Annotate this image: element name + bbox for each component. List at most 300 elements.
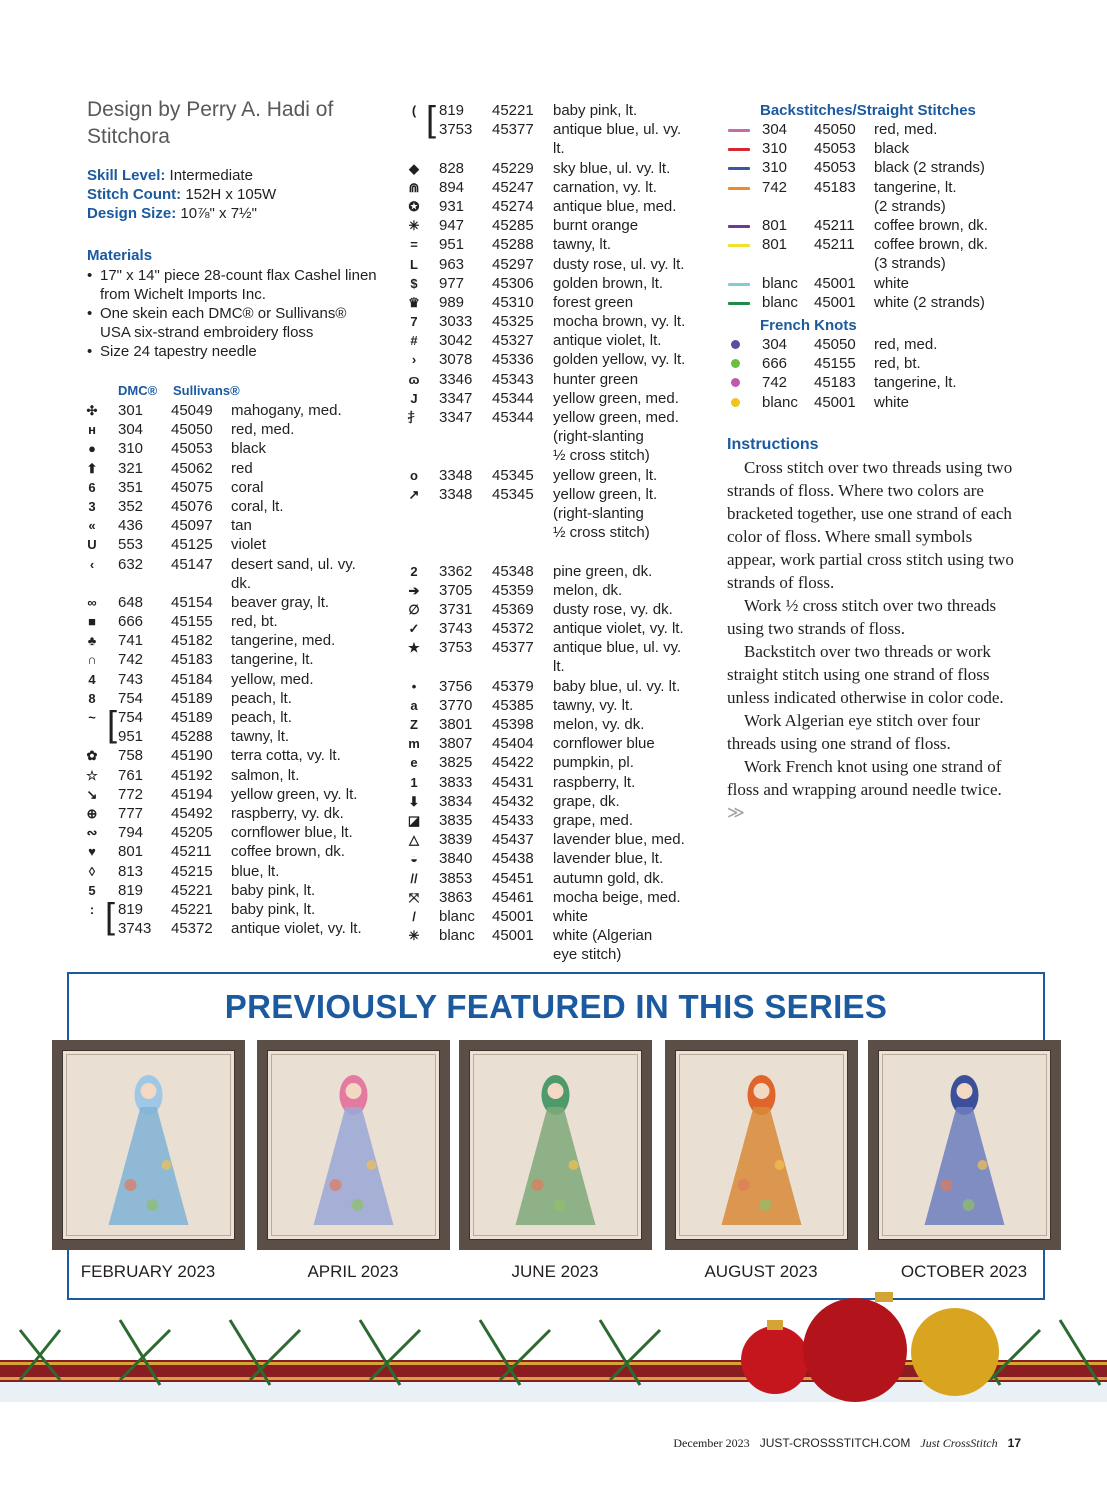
sullivans-number: 45372 xyxy=(492,620,534,638)
backstitch-swatch xyxy=(728,283,750,286)
sullivans-number: 45050 xyxy=(814,121,856,138)
color-name: red, bt. xyxy=(231,613,278,631)
key-row xyxy=(85,804,385,823)
stitch-symbol-icon: › xyxy=(411,352,417,368)
sullivans-number: 45431 xyxy=(492,773,534,791)
sullivans-number: 45345 xyxy=(492,485,534,503)
key-row xyxy=(407,715,717,734)
key-row xyxy=(85,900,385,919)
dmc-number: blanc xyxy=(439,927,475,945)
key-row xyxy=(728,373,1048,392)
color-name: golden yellow, vy. lt. xyxy=(553,351,686,369)
stitch-symbol-icon: ( xyxy=(411,103,417,118)
sullivans-number: 45205 xyxy=(171,824,213,842)
key-row xyxy=(407,619,717,638)
stitch-symbol-icon: ✪ xyxy=(408,198,420,214)
sullivans-number: 45053 xyxy=(814,159,856,177)
stitch-symbol-icon: ♣ xyxy=(87,633,97,649)
color-name: peach, lt. xyxy=(231,689,292,707)
dmc-number: 304 xyxy=(762,336,788,353)
sullivans-number: 45076 xyxy=(171,497,213,515)
key-row xyxy=(728,393,1048,412)
lady-figure-icon xyxy=(883,1055,1046,1235)
sullivans-number: 45288 xyxy=(171,728,213,746)
key-row xyxy=(728,216,1048,235)
dmc-number: 3825 xyxy=(439,754,473,772)
stitch-symbol-icon: e xyxy=(410,755,418,771)
color-name: coral, lt. xyxy=(231,497,284,515)
color-name: white xyxy=(553,907,589,925)
key-row xyxy=(407,811,717,830)
color-name: red xyxy=(231,459,253,477)
sullivans-number: 45097 xyxy=(171,517,213,535)
dmc-number: 742 xyxy=(762,178,788,196)
sullivans-number: 45348 xyxy=(492,562,534,580)
color-name: tangerine, lt. xyxy=(874,178,957,196)
key-row xyxy=(407,926,717,945)
sullivans-number: 45001 xyxy=(814,274,856,292)
key-row xyxy=(728,335,1048,354)
stitch-symbol-icon: △ xyxy=(409,832,419,848)
key-row xyxy=(85,670,385,689)
sullivans-number: 45422 xyxy=(492,754,534,772)
stitch-symbol-icon: ★ xyxy=(408,640,420,656)
sullivans-header: Sullivans® xyxy=(173,383,240,398)
color-name: mocha brown, vy. lt. xyxy=(553,313,686,331)
dmc-number: 3042 xyxy=(439,332,473,350)
key-row xyxy=(85,650,385,669)
stitch-symbol-icon: ◆ xyxy=(409,160,419,176)
color-name: forest green xyxy=(553,293,634,311)
key-row xyxy=(85,631,385,650)
stitch-symbol-icon: J xyxy=(410,390,418,406)
lady-figure-icon xyxy=(474,1055,637,1235)
dmc-number: 819 xyxy=(118,881,144,899)
color-name: pumpkin, pl. xyxy=(553,754,634,772)
website: JUST-CROSSSTITCH.COM xyxy=(759,1436,911,1450)
backstitch-swatch xyxy=(728,129,750,132)
stitch-symbol-icon: ➔ xyxy=(408,582,420,598)
key-row xyxy=(85,459,385,478)
key-row xyxy=(407,350,717,369)
key-row xyxy=(407,120,717,139)
color-name: grape, med. xyxy=(553,811,634,829)
dmc-number: 3348 xyxy=(439,466,473,484)
color-name: red, med. xyxy=(874,121,938,138)
key-row xyxy=(407,792,717,811)
stitch-symbol-icon: ⺘ xyxy=(407,410,421,425)
color-name: baby pink, lt. xyxy=(231,900,316,918)
color-name: burnt orange xyxy=(553,217,639,235)
color-name: cornflower blue xyxy=(553,735,655,753)
color-name: coffee brown, dk. xyxy=(874,216,988,234)
sullivans-number: 45306 xyxy=(492,274,534,292)
key-row xyxy=(407,600,717,619)
color-name: (right-slanting xyxy=(553,504,644,522)
color-name: tawny, lt. xyxy=(231,728,290,746)
color-name: dk. xyxy=(231,574,252,592)
sullivans-number: 45001 xyxy=(814,293,856,311)
stitch-symbol-icon: // xyxy=(410,870,418,886)
key-row xyxy=(728,293,1048,312)
sullivans-number: 45377 xyxy=(492,121,534,139)
sullivans-number: 45310 xyxy=(492,293,534,311)
dmc-number: 666 xyxy=(762,355,788,373)
key-row xyxy=(728,354,1048,373)
sullivans-number: 45001 xyxy=(492,907,534,925)
color-name: antique blue, ul. vy. xyxy=(553,121,682,139)
color-name: salmon, lt. xyxy=(231,766,300,784)
stitch-symbol-icon: a xyxy=(410,697,418,713)
sullivans-number: 45398 xyxy=(492,716,534,733)
french-knots-key xyxy=(728,335,1048,412)
dmc-number: 3770 xyxy=(439,696,473,714)
sullivans-number: 45190 xyxy=(171,747,213,765)
dmc-number: 351 xyxy=(118,478,144,496)
stitch-symbol-icon: ✣ xyxy=(86,403,98,418)
dmc-number: 977 xyxy=(439,274,465,292)
sullivans-number: 45344 xyxy=(492,409,534,426)
stitch-symbol-icon: 7 xyxy=(410,314,418,330)
stitch-symbol-icon: ɷ xyxy=(408,371,420,387)
design-size: Design Size: 10⅞" x 7½" xyxy=(87,205,257,222)
key-row xyxy=(407,446,717,465)
featured-artwork xyxy=(66,1054,231,1236)
key-row xyxy=(407,542,717,561)
sullivans-number: 45297 xyxy=(492,255,534,273)
sullivans-number: 45345 xyxy=(492,466,534,484)
dmc-number: 741 xyxy=(118,632,144,650)
sullivans-number: 45221 xyxy=(171,881,213,899)
color-name: baby pink, lt. xyxy=(231,881,316,899)
key-row xyxy=(407,408,717,427)
sullivans-number: 45183 xyxy=(814,178,856,196)
sullivans-number: 45433 xyxy=(492,811,534,829)
stitch-symbol-icon: ↘ xyxy=(86,786,98,802)
dmc-number: 743 xyxy=(118,670,144,688)
color-name: pine green, dk. xyxy=(553,562,653,580)
sullivans-number: 45053 xyxy=(814,140,856,158)
stitch-symbol-icon: 2 xyxy=(410,563,418,579)
key-row xyxy=(85,919,385,938)
sullivans-number: 45192 xyxy=(171,766,213,784)
key-row xyxy=(728,120,1048,139)
stitch-symbol-icon: ∩ xyxy=(87,652,97,668)
color-name: antique violet, vy. lt. xyxy=(231,920,362,938)
key-row xyxy=(407,255,717,274)
backstitch-swatch xyxy=(728,167,750,170)
stitch-symbol-icon: ⤧ xyxy=(408,889,420,905)
key-row xyxy=(728,197,1048,216)
dmc-number: 3756 xyxy=(439,677,473,695)
stitch-symbol-icon: ✳ xyxy=(408,928,420,944)
featured-caption: JUNE 2023 xyxy=(511,1262,599,1281)
stitch-symbol-icon: « xyxy=(88,518,96,534)
stitch-symbol-icon: ∅ xyxy=(408,601,420,617)
stitch-symbol-icon: ◒ xyxy=(410,851,418,867)
sullivans-number: 45211 xyxy=(814,236,855,254)
sullivans-number: 45211 xyxy=(814,216,855,234)
color-name: yellow, med. xyxy=(231,670,314,688)
stitch-symbol-icon: ■ xyxy=(88,614,96,630)
key-row xyxy=(407,657,717,676)
magazine-name: Just CrossStitch xyxy=(920,1436,998,1450)
key-column-headers xyxy=(118,383,240,398)
dmc-number: 304 xyxy=(118,421,144,439)
stitch-count: Stitch Count: 152H x 105W xyxy=(87,186,277,203)
ornament-cap xyxy=(767,1320,783,1330)
color-name: autumn gold, dk. xyxy=(553,869,664,887)
skill-level: Skill Level: Intermediate xyxy=(87,167,253,184)
dmc-number: 3863 xyxy=(439,888,473,906)
sullivans-number: 45211 xyxy=(171,843,212,861)
color-name: baby pink, lt. xyxy=(553,102,638,119)
stitch-symbol-icon: ◊ xyxy=(88,863,96,879)
dmc-number: 3753 xyxy=(439,639,473,657)
sullivans-number: 45404 xyxy=(492,735,534,753)
sullivans-number: 45437 xyxy=(492,831,534,849)
dmc-number: 3346 xyxy=(439,370,473,388)
featured-artwork xyxy=(473,1054,638,1236)
gold-ornament xyxy=(911,1308,999,1396)
sullivans-number: 45288 xyxy=(492,236,534,254)
featured-caption: OCTOBER 2023 xyxy=(900,1262,1028,1281)
key-row xyxy=(85,401,385,420)
stitch-symbol-icon: U xyxy=(87,537,97,553)
key-row xyxy=(407,753,717,772)
stitch-symbol-icon: 5 xyxy=(88,882,96,898)
bracket-icon: [ xyxy=(105,895,116,936)
french-knot-swatch xyxy=(731,398,740,407)
sullivans-number: 45182 xyxy=(171,632,213,650)
key-row xyxy=(85,612,385,631)
key-row xyxy=(85,785,385,804)
key-row xyxy=(728,235,1048,254)
color-name: red, med. xyxy=(231,421,295,439)
key-row xyxy=(407,638,717,657)
stitch-symbol-icon: # xyxy=(410,333,418,349)
key-row xyxy=(407,562,717,581)
key-row xyxy=(407,696,717,715)
ornament-cap xyxy=(875,1292,893,1302)
materials-section xyxy=(87,247,377,361)
stitch-symbol-icon: н xyxy=(88,422,96,438)
sullivans-number: 45379 xyxy=(492,677,534,695)
key-row xyxy=(407,523,717,542)
stitch-symbol-icon: 8 xyxy=(88,690,96,706)
dmc-number: blanc xyxy=(439,907,475,925)
key-row xyxy=(85,708,385,727)
sullivans-number: 45432 xyxy=(492,792,534,810)
featured-frame xyxy=(868,1040,1061,1250)
color-name: red, med. xyxy=(874,336,938,353)
color-name: white xyxy=(874,393,910,411)
key-row xyxy=(728,139,1048,158)
sullivans-number: 45155 xyxy=(171,613,213,631)
stitch-symbol-icon: ∞ xyxy=(87,594,97,610)
key-row xyxy=(728,158,1048,177)
sullivans-number: 45184 xyxy=(171,670,213,688)
key-row xyxy=(407,466,717,485)
stitch-symbol-icon: • xyxy=(411,678,417,694)
key-row xyxy=(85,439,385,458)
color-name: antique blue, med. xyxy=(553,197,677,215)
dmc-number: 321 xyxy=(118,459,144,477)
sullivans-number: 45372 xyxy=(171,920,213,938)
key-row xyxy=(407,139,717,158)
key-row xyxy=(407,485,717,504)
dmc-number: 758 xyxy=(118,747,144,765)
key-row xyxy=(407,331,717,350)
key-row xyxy=(407,159,717,178)
key-row xyxy=(85,574,385,593)
dmc-number: 3348 xyxy=(439,485,473,503)
key-row xyxy=(407,734,717,753)
key-row xyxy=(85,727,385,746)
stitch-symbol-icon: : xyxy=(89,901,95,917)
sullivans-number: 45492 xyxy=(171,804,213,822)
stitch-symbol-icon: / xyxy=(412,908,416,924)
sullivans-number: 45359 xyxy=(492,581,534,599)
sullivans-number: 45247 xyxy=(492,178,534,196)
stitch-symbol-icon: 3 xyxy=(88,498,96,514)
color-name: mahogany, med. xyxy=(231,402,342,419)
color-name: white (Algerian xyxy=(553,927,653,945)
key-row xyxy=(407,389,717,408)
color-name: lt. xyxy=(553,658,565,676)
key-row xyxy=(407,178,717,197)
key-row xyxy=(85,881,385,900)
featured-frame xyxy=(459,1040,652,1250)
sullivans-number: 45221 xyxy=(492,102,534,119)
featured-frame xyxy=(52,1040,245,1250)
page-footer xyxy=(673,1436,1021,1451)
sullivans-number: 45154 xyxy=(171,593,213,611)
stitch-symbol-icon: ✳ xyxy=(408,218,420,234)
color-name: antique violet, vy. lt. xyxy=(553,620,684,638)
french-knots-title: French Knots xyxy=(760,317,857,334)
dmc-number: 3853 xyxy=(439,869,473,887)
dmc-number: 3834 xyxy=(439,792,473,810)
key-row xyxy=(407,849,717,868)
sullivans-number: 45183 xyxy=(171,651,213,669)
featured-artwork xyxy=(271,1054,436,1236)
sullivans-number: 45125 xyxy=(171,536,213,554)
dmc-number: 761 xyxy=(118,766,144,784)
color-name: beaver gray, lt. xyxy=(231,593,330,611)
sullivans-number: 45336 xyxy=(492,351,534,369)
color-name: tawny, lt. xyxy=(553,236,612,254)
dmc-number: 989 xyxy=(439,293,465,311)
dmc-number: 3743 xyxy=(439,620,473,638)
dmc-number: 3078 xyxy=(439,351,473,369)
key-row xyxy=(728,254,1048,273)
dmc-number: 951 xyxy=(439,236,465,254)
key-row xyxy=(85,535,385,554)
stitch-symbol-icon: ‹ xyxy=(89,556,95,572)
color-name: tangerine, lt. xyxy=(231,651,314,669)
dmc-number: 3840 xyxy=(439,850,473,868)
color-name: raspberry, lt. xyxy=(553,773,636,791)
dmc-number: blanc xyxy=(762,274,798,292)
backstitch-swatch xyxy=(728,302,750,305)
dmc-number: 632 xyxy=(118,555,144,573)
end-mark-icon: ≫ xyxy=(727,803,745,822)
sullivans-number: 45001 xyxy=(492,927,534,945)
backstitch-swatch xyxy=(728,244,750,247)
dmc-number: 3362 xyxy=(439,562,473,580)
stitch-symbol-icon: ♛ xyxy=(408,294,420,310)
stitch-symbol-icon: ✓ xyxy=(408,621,420,637)
key-row xyxy=(85,593,385,612)
color-name: white (2 strands) xyxy=(874,293,985,311)
color-key-column-1 xyxy=(85,401,385,938)
key-row xyxy=(407,907,717,926)
dmc-number: 947 xyxy=(439,217,465,235)
sullivans-number: 45344 xyxy=(492,389,534,407)
key-row xyxy=(407,945,717,964)
red-ornament xyxy=(803,1298,907,1402)
stitch-symbol-icon: o xyxy=(410,467,418,483)
stitch-symbol-icon: 6 xyxy=(88,479,96,495)
key-row xyxy=(85,842,385,861)
key-row xyxy=(407,869,717,888)
stitch-symbol-icon: ⊕ xyxy=(86,805,98,821)
key-row xyxy=(85,497,385,516)
issue-date: December 2023 xyxy=(673,1436,750,1450)
featured-frame xyxy=(665,1040,858,1250)
key-row xyxy=(407,312,717,331)
color-name: black xyxy=(231,440,267,458)
key-row xyxy=(407,235,717,254)
holiday-garland xyxy=(0,1290,1107,1420)
key-row xyxy=(728,274,1048,293)
french-knot-swatch xyxy=(731,378,740,387)
dmc-number: 3801 xyxy=(439,716,473,733)
key-row xyxy=(85,766,385,785)
page-number: 17 xyxy=(1007,1436,1021,1450)
stitch-symbol-icon: $ xyxy=(410,275,418,291)
dmc-number: blanc xyxy=(762,393,798,411)
stitch-symbol-icon: ⋒ xyxy=(408,179,420,195)
sullivans-number: 45274 xyxy=(492,197,534,215)
color-name: black (2 strands) xyxy=(874,159,985,177)
sullivans-number: 45325 xyxy=(492,313,534,331)
color-name: yellow green, lt. xyxy=(553,466,658,484)
dmc-number: 3033 xyxy=(439,313,473,331)
featured-caption: FEBRUARY 2023 xyxy=(80,1262,216,1281)
dmc-number: 951 xyxy=(118,728,144,746)
color-name: coral xyxy=(231,478,264,496)
color-name: black xyxy=(874,140,910,158)
dmc-number: 3347 xyxy=(439,389,473,407)
color-name: melon, dk. xyxy=(553,581,623,599)
dmc-number: 754 xyxy=(118,709,144,726)
color-name: tawny, vy. lt. xyxy=(553,696,634,714)
color-name: melon, vy. dk. xyxy=(553,716,645,733)
sullivans-number: 45050 xyxy=(171,421,213,439)
stitch-symbol-icon: ♥ xyxy=(88,844,96,860)
key-row xyxy=(85,555,385,574)
key-row xyxy=(407,197,717,216)
color-name: (2 strands) xyxy=(874,197,946,215)
design-byline: Design by Perry A. Hadi of Stitchora xyxy=(87,98,334,148)
stitch-symbol-icon: ↗ xyxy=(408,486,420,502)
stitch-symbol-icon: L xyxy=(410,256,418,272)
dmc-number: 310 xyxy=(118,440,144,458)
dmc-number: 553 xyxy=(118,536,144,554)
key-row xyxy=(407,888,717,907)
